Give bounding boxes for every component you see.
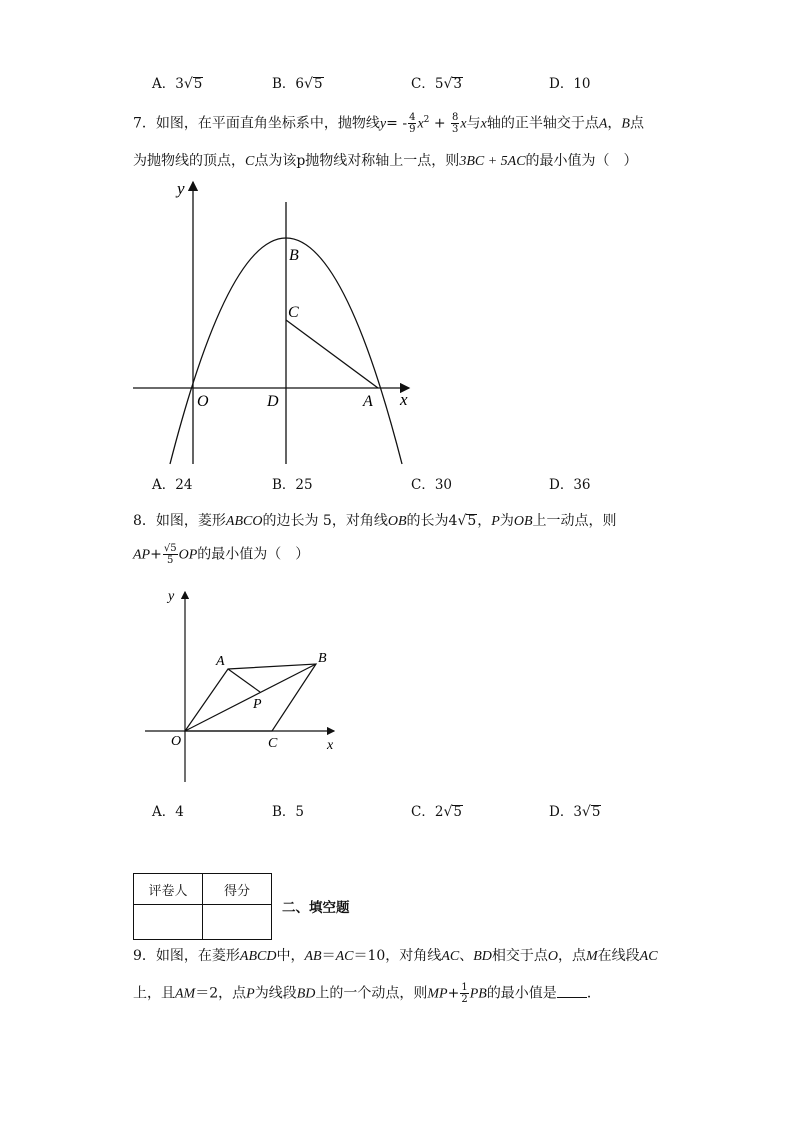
q8-line-2: AP+ $\frac{√5}{5}$ OP的最小值为（ ） [133,543,310,566]
score-table-header-score: 得分 [203,874,272,905]
score-table [133,873,272,940]
q7-parabola-figure [125,172,425,472]
q9-line-1: 9．如图，在菱形ABCD中，AB＝AC＝10，对角线AC、BD相交于点O，点M在线段AC [133,948,658,964]
label-y: y [177,179,185,198]
label-c: C [288,304,299,321]
q8-option-c: C．2√5 [411,804,462,820]
q8-line-1: 8．如图，菱形ABCO的边长为 5，对角线OB的长为4√5，P为OB上一动点，则 [133,513,617,529]
q6-option-d: D．10 [549,76,591,92]
label-o: O [197,393,209,410]
label-d: D [267,393,279,410]
label-x: x [327,738,334,753]
score-table-header-grader: 评卷人 [134,874,203,905]
answer-blank[interactable] [557,997,587,998]
q7-option-a: A．24 [152,477,193,493]
score-table-grader-cell[interactable] [134,905,203,940]
q6-option-b: B．6√5 [272,76,323,92]
label-p: P [253,697,262,712]
score-table-score-cell[interactable] [203,905,272,940]
label-b: B [289,247,299,264]
diagonal-ob [185,664,316,731]
q6-option-c: C．5√3 [411,76,462,92]
q8-option-a: A．4 [152,804,184,820]
label-o: O [171,734,182,749]
q7-option-b: B．25 [272,477,313,493]
segment-ca [286,320,378,388]
label-b: B [318,651,327,666]
label-y: y [168,589,175,604]
q8-option-b: B．5 [272,804,305,820]
q7-line-2: 为抛物线的顶点，C点为该p抛物线对称轴上一点，则3BC + 5AC的最小值为（ ） [133,153,638,169]
label-c: C [268,736,278,751]
q8-rhombus-figure [140,582,350,787]
segment-ap [228,669,260,692]
section-title: 二、填空题 [282,900,350,916]
label-a: A [216,654,225,669]
q7-option-d: D．36 [549,477,591,493]
label-x: x [400,390,408,409]
label-a: A [363,393,373,410]
q7-line-1: 7．如图，在平面直角坐标系中，抛物线y= - $\frac{4}{9}$ $x^2$ + $\frac{8}{3}$ x与x轴的正半轴交于点A，B点 [133,112,644,135]
q8-option-d: D．3√5 [549,804,601,820]
q7-option-c: C．30 [411,477,453,493]
q9-line-2: 上，且AM＝2，点P为线段BD上的一个动点，则MP+ $\frac{1}{2}$ PB的最小值是 ． [133,982,601,1005]
q6-option-a: A．3√5 [152,76,203,92]
